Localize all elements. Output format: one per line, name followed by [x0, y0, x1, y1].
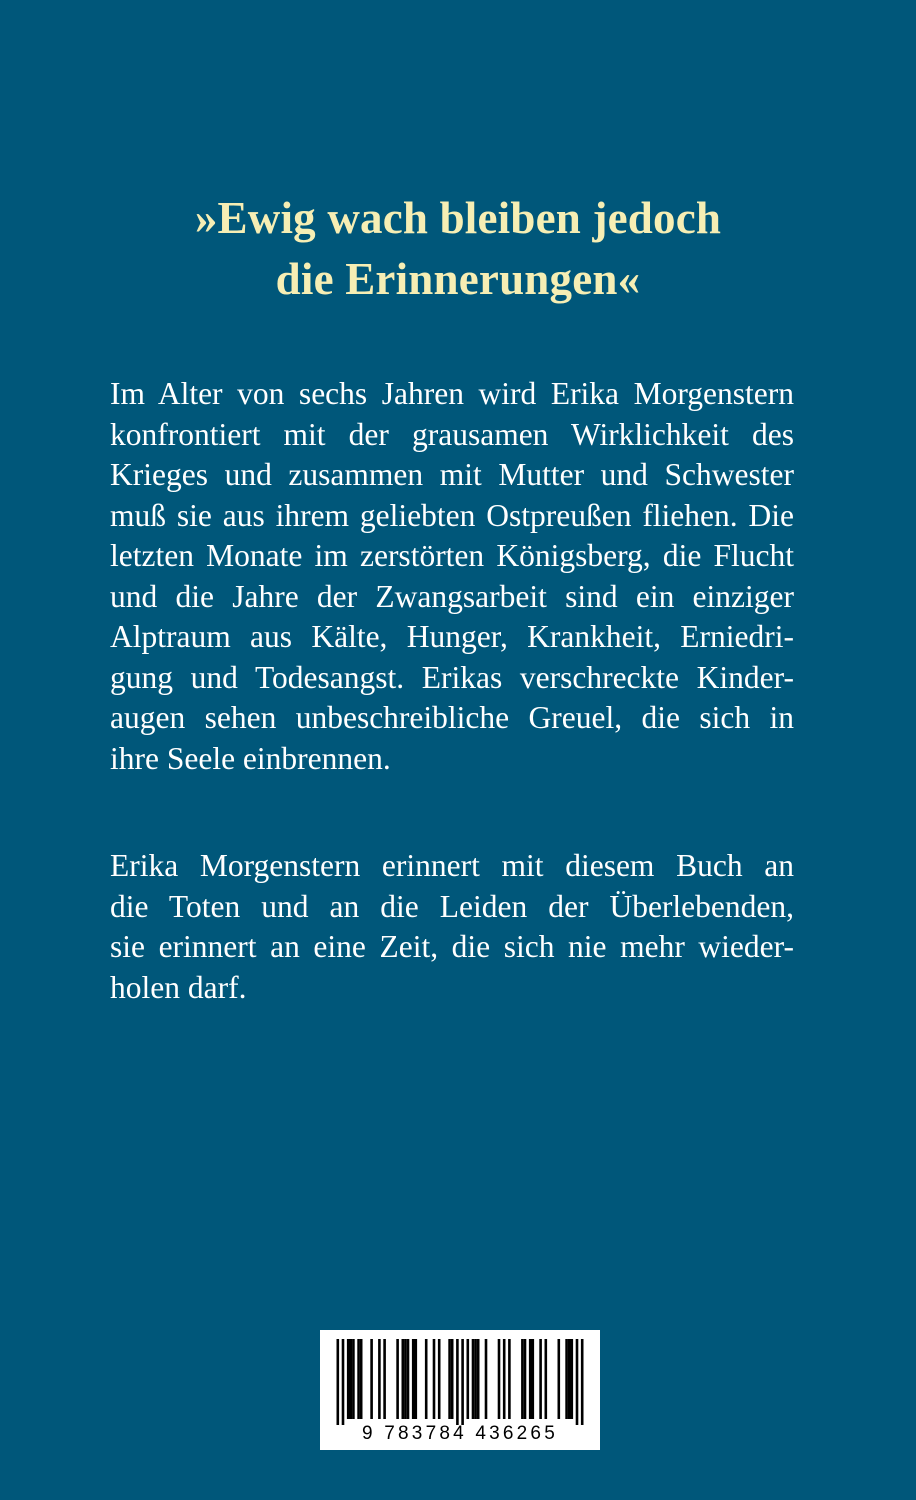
isbn-barcode — [320, 1330, 600, 1450]
barcode-bar — [545, 1339, 548, 1419]
barcode-bar — [532, 1339, 535, 1419]
barcode-bar — [539, 1339, 542, 1419]
barcode-bar — [461, 1339, 464, 1425]
barcode-bar — [565, 1339, 568, 1419]
barcode-bar — [415, 1339, 418, 1419]
barcode-bar — [474, 1339, 477, 1419]
blurb-line: augen sehen unbeschreibliche Greuel, die sich in — [110, 700, 794, 735]
barcode-bar — [485, 1339, 488, 1419]
barcode-bar — [425, 1339, 428, 1419]
blurb-line: Alptraum aus Kälte, Hunger, Krankheit, Erniedri- — [110, 619, 794, 654]
barcode-bar — [337, 1339, 340, 1425]
barcode-bar — [350, 1339, 353, 1419]
barcode-bar — [467, 1339, 470, 1419]
barcode-bar — [347, 1339, 350, 1419]
barcode-bar — [407, 1339, 410, 1419]
cover-headline — [0, 188, 916, 310]
barcode-bar — [360, 1339, 363, 1419]
blurb-line: gung und Todesangst. Erikas verschreckte Kinder- — [110, 659, 794, 695]
barcode-bar — [357, 1339, 360, 1419]
barcode-bar — [477, 1339, 480, 1419]
barcode-bar — [581, 1339, 584, 1425]
barcode-bar — [503, 1339, 506, 1419]
barcode-bar — [456, 1339, 459, 1425]
barcode-bar — [571, 1339, 574, 1419]
isbn-number: 9 783784 436265 — [362, 1423, 558, 1444]
blurb-line: und die Jahre der Zwangsarbeit sind ein einziger — [110, 578, 794, 614]
barcode-bar — [383, 1339, 386, 1419]
blurb-paragraph-2 — [110, 846, 794, 1008]
headline-line-2: die Erinnerungen« — [275, 254, 641, 304]
blurb-line: holen darf. — [110, 969, 247, 1005]
blurb-line: sie erinnert an eine Zeit, die sich nie mehr wieder- — [110, 929, 794, 964]
barcode-bar — [508, 1339, 511, 1419]
barcode-bar — [568, 1339, 571, 1419]
barcode-bar — [352, 1339, 355, 1419]
barcode-bar — [472, 1339, 475, 1419]
headline-line-1: »Ewig wach bleiben jedoch — [194, 193, 722, 243]
blurb-line: konfrontiert mit der grausamen Wirklichkeit des — [110, 416, 794, 452]
barcode-bar — [576, 1339, 579, 1425]
blurb-line: die Toten und an die Leiden der Überlebenden, — [110, 888, 794, 924]
blurb-line: Krieges und zusammen mit Mutter und Schwester — [110, 457, 794, 492]
blurb-line: ihre Seele einbrennen. — [110, 740, 391, 776]
barcode-bar — [396, 1339, 399, 1419]
barcode-bar — [433, 1339, 436, 1419]
barcode-bar — [558, 1339, 561, 1419]
blurb-line: letzten Monate im zerstörten Königsberg, die Flucht — [110, 538, 794, 573]
barcode-bar — [412, 1339, 415, 1419]
blurb-line: Erika Morgenstern erinnert mit diesem Buch an — [110, 848, 794, 883]
barcode-bar — [529, 1339, 532, 1419]
barcode-bar — [378, 1339, 381, 1419]
barcode-bar — [448, 1339, 451, 1419]
barcode-bar — [402, 1339, 405, 1419]
barcode-bar — [451, 1339, 454, 1419]
barcode-bar — [498, 1339, 501, 1419]
barcode-bar — [524, 1339, 527, 1419]
barcode-bar — [342, 1339, 345, 1425]
blurb-paragraph-1 — [110, 374, 794, 779]
blurb-line: Im Alter von sechs Jahren wird Erika Morgenstern — [110, 376, 794, 411]
blurb-line: muß sie aus ihrem geliebten Ostpreußen fliehen. Die — [110, 497, 794, 533]
barcode-bar — [370, 1339, 373, 1419]
barcode-bar — [404, 1339, 407, 1419]
barcode-bar — [521, 1339, 524, 1419]
barcode-bar — [438, 1339, 441, 1419]
